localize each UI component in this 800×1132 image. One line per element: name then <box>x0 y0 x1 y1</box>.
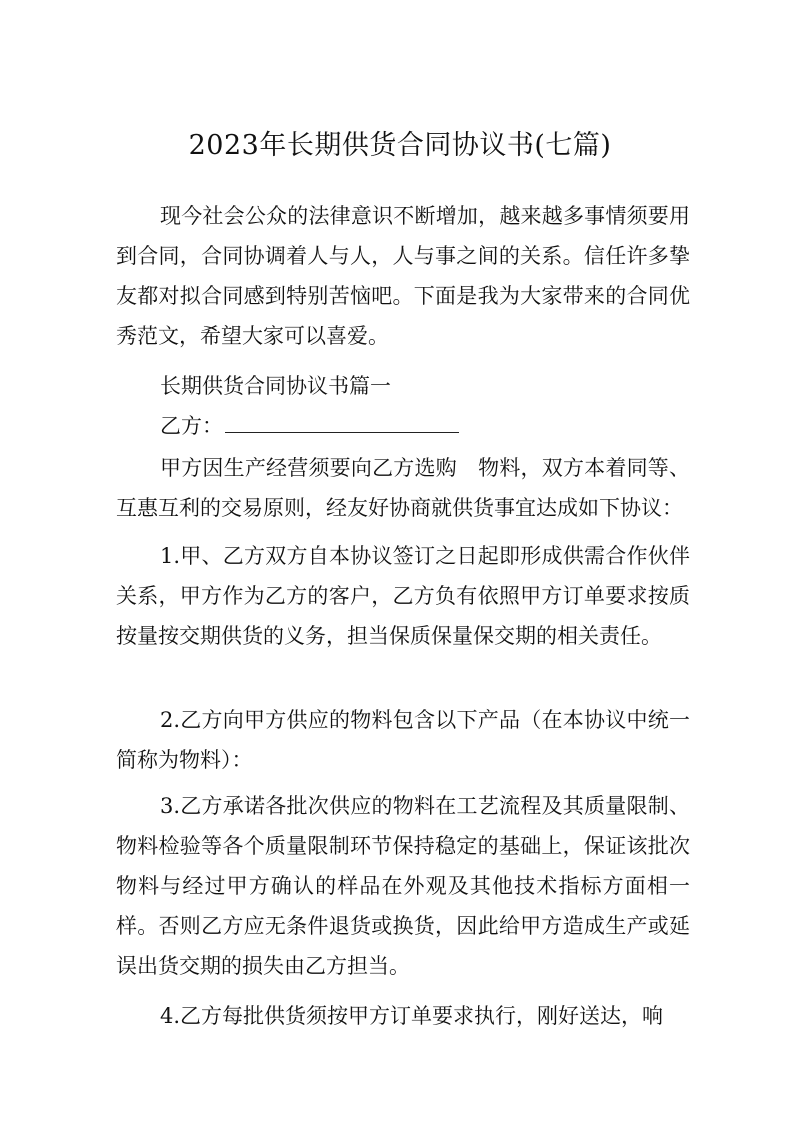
intro-paragraph: 现今社会公众的法律意识不断增加，越来越多事情须要用到合同，合同协调着人与人，人与事之间的关系。信任许多挚友都对拟合同感到特别苦恼吧。下面是我为大家带来的合同优秀范文，希望大家可以喜爱。 <box>116 204 690 348</box>
clause-2: 2.乙方向甲方供应的物料包含以下产品（在本协议中统一简称为物料）： <box>116 708 690 772</box>
clause-1: 1.甲、乙方双方自本协议签订之日起即形成供需合作伙伴关系，甲方作为乙方的客户，乙方负有依照甲方订单要求按质按量按交期供货的义务，担当保质保量保交期的相关责任。 <box>116 544 690 648</box>
party-b-blank <box>225 408 459 433</box>
document-title: 2023年长期供货合同协议书(七篇) <box>188 130 612 161</box>
party-b-line <box>160 406 459 446</box>
section-heading: 长期供货合同协议书篇一 <box>160 374 391 398</box>
party-b-label: 乙方： <box>160 414 223 438</box>
preamble-paragraph: 甲方因生产经营须要向乙方选购 物料，双方本着同等、互惠互利的交易原则，经友好协商就供货事宜达成如下协议： <box>116 456 690 520</box>
clause-3: 3.乙方承诺各批次供应的物料在工艺流程及其质量限制、物料检验等各个质量限制环节保持稳定的基础上，保证该批次物料与经过甲方确认的样品在外观及其他技术指标方面相一样。否则乙方应无条件退货或换货，因此给甲方造成生产或延误出货交期的损失由乙方担当。 <box>116 794 690 978</box>
clause-4: 4.乙方每批供货须按甲方订单要求执行，刚好送达，响 <box>160 1004 664 1028</box>
